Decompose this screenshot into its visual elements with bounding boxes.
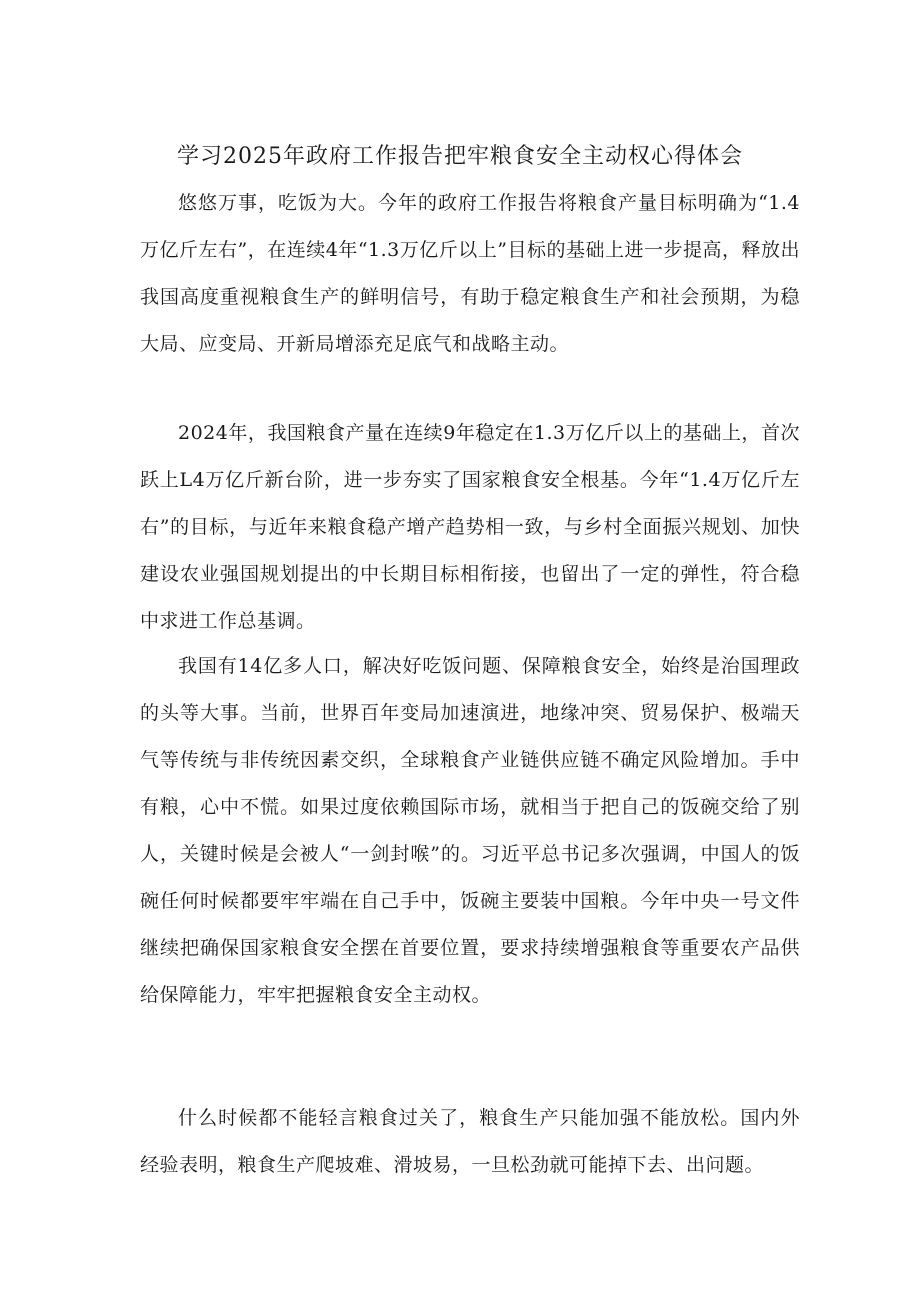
paragraph-4: 什么时候都不能轻言粮食过关了，粮食生产只能加强不能放松。国内外经验表明，粮食生产爬坡难、滑坡易，一旦松劲就可能掉下去、出问题。 — [140, 1107, 800, 1176]
paragraph-3: 我国有14亿多人口，解决好吃饭问题、保障粮食安全，始终是治国理政的头等大事。当前，世界百年变局加速演进，地缘冲突、贸易保护、极端天气等传统与非传统因素交织，全球粮食产业链供应链不确定风险增加。手中有粮，心中不慌。如果过度依赖国际市场，就相当于把自己的饭碗交给了别人，关键时候是会被人“一剑封喉”的。习近平总书记多次强调，中国人的饭碗任何时候都要牢牢端在自己手中，饭碗主要装中国粮。今年中央一号文件继续把确保国家粮食安全摆在首要位置，要求持续增强粮食等重要农产品供给保障能力，牢牢把握粮食安全主动权。 — [140, 655, 800, 1006]
document-title: 学习2025年政府工作报告把牢粮食安全主动权心得体会 — [177, 144, 743, 169]
paragraph-1: 悠悠万事，吃饭为大。今年的政府工作报告将粮食产量目标明确为“1.4万亿斤左右”，在连续4年“1.3万亿斤以上”目标的基础上进一步提高，释放出我国高度重视粮食生产的鲜明信号，有助于稳定粮食生产和社会预期，为稳大局、应变局、开新局增添充足底气和战略主动。 — [140, 192, 800, 355]
paragraph-2: 2024年，我国粮食产量在连续9年稳定在1.3万亿斤以上的基础上，首次跃上L4万亿斤新台阶，进一步夯实了国家粮食安全根基。今年“1.4万亿斤左右”的目标，与近年来粮食稳产增产趋势相一致，与乡村全面振兴规划、加快建设农业强国规划提出的中长期目标相衔接，也留出了一定的弹性，符合稳中求进工作总基调。 — [140, 422, 800, 632]
